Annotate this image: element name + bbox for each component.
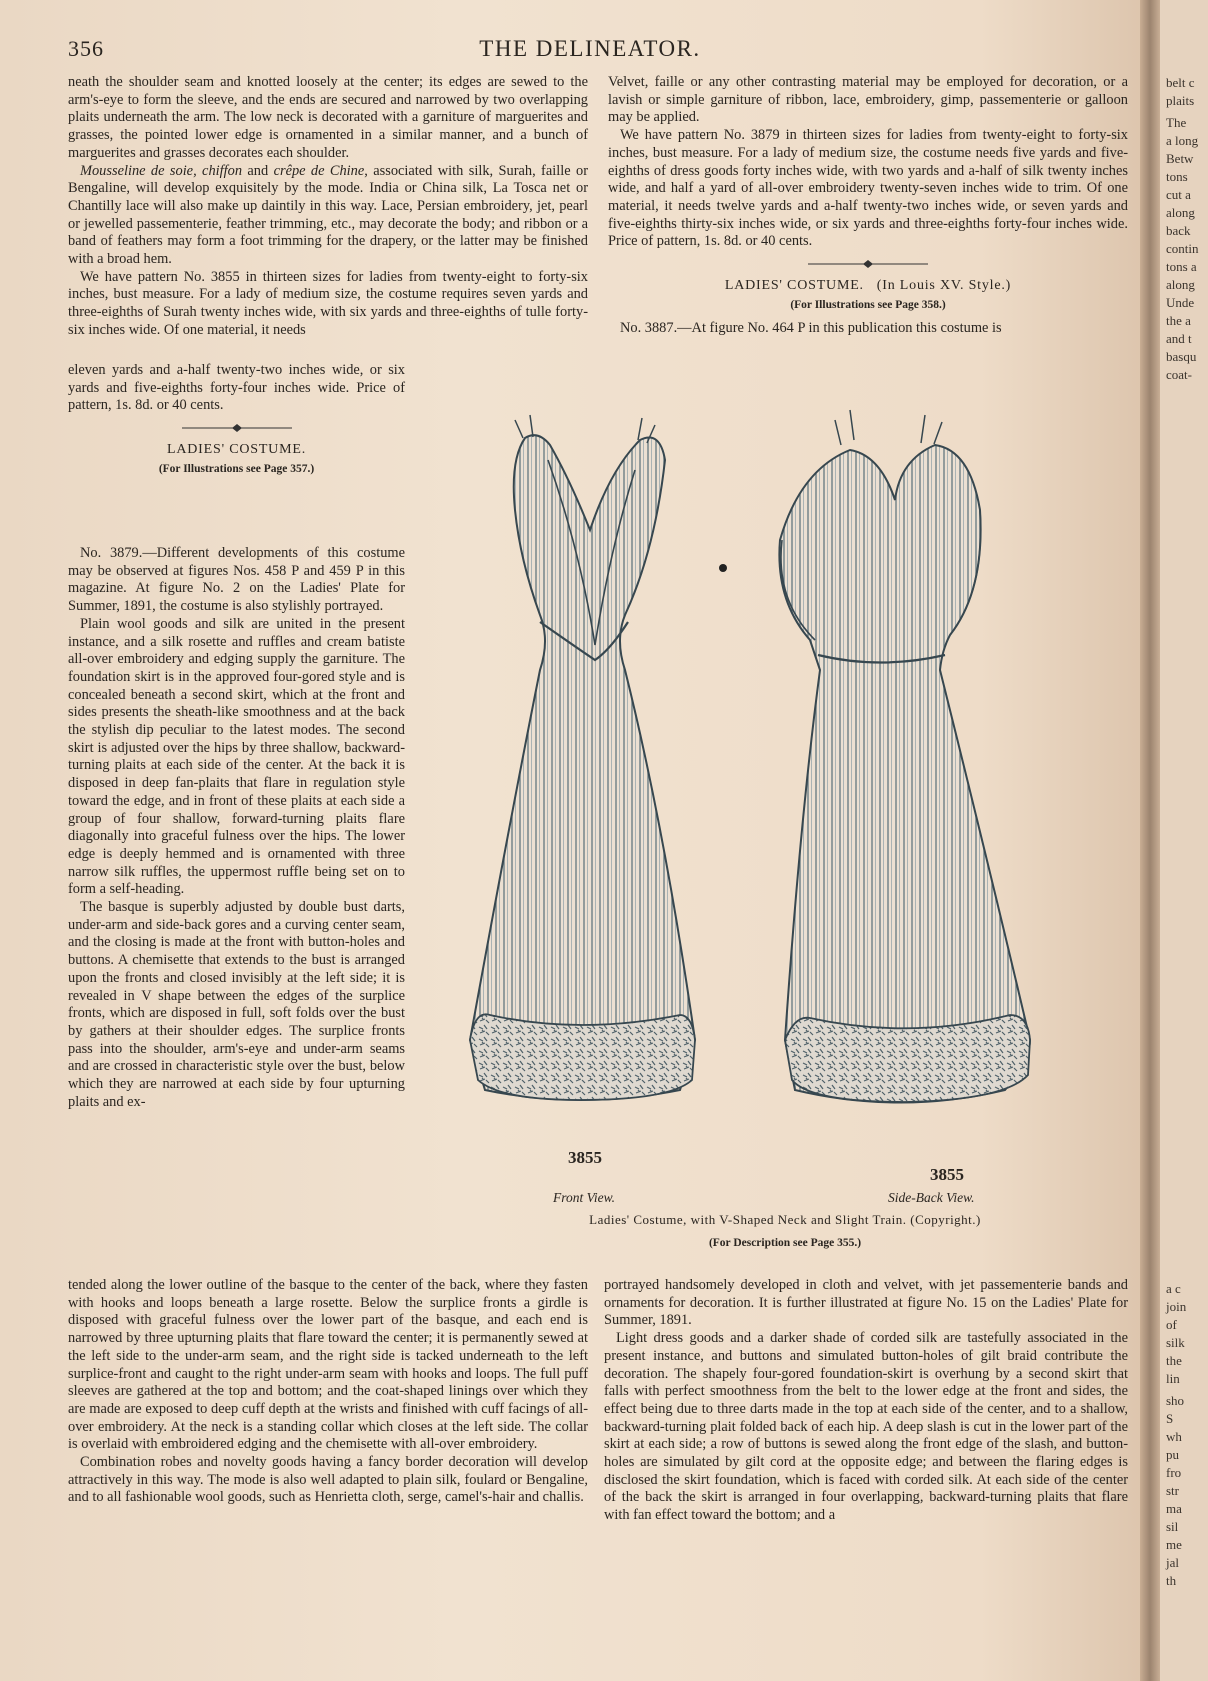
next-page-fragment: the <box>1166 1353 1182 1368</box>
section-heading <box>608 277 1128 295</box>
next-page-fragment: sho <box>1166 1393 1185 1408</box>
next-page-fragment: and t <box>1166 331 1192 346</box>
next-page-fragment: plaits <box>1166 93 1195 108</box>
next-page-fragment: tons a <box>1166 259 1197 274</box>
next-page-fragment: lin <box>1166 1371 1180 1386</box>
next-page-fragment: a c <box>1166 1281 1181 1296</box>
column-left-top <box>68 74 588 340</box>
next-page-fragment: tons <box>1166 169 1188 184</box>
ink-dot <box>719 564 727 572</box>
next-page-fragment: pu <box>1166 1447 1179 1462</box>
next-page-fragment: Betw <box>1166 151 1194 166</box>
divider-ornament <box>182 423 292 433</box>
next-page-fragment: ma <box>1166 1501 1182 1516</box>
italic-text: Mousseline de soie, chiffon <box>80 162 243 179</box>
next-page-edge <box>1160 0 1208 1681</box>
paragraph: portrayed handsomely developed in cloth and velvet, with jet passementerie bands and ornaments for decoration. It is further illustrated at figure No. 15 on the Ladies' Plate for Summer, 1891. <box>604 1277 1128 1329</box>
paragraph: eleven yards and a-half twenty-two inches wide, or six yards and five-eighths forty-four inches wide. Price of pattern, 1s. 8d. or 40 cents. <box>68 362 405 414</box>
figure-caption-sub: (For Description see Page 355.) <box>708 1237 862 1249</box>
page-title: THE DELINEATOR. <box>479 36 701 61</box>
paragraph: We have pattern No. 3879 in thirteen sizes for ladies from twenty-eight to forty-six inches, bust measure. For a lady of medium size, the costume needs five yards and five-eighths of dress goods forty inches wide, with two yards and a-half of silk twenty inches wide, and half a yard of all-over embroidery twenty-seven inches wide to trim. Of one material, it needs twelve yards and a-half twenty-two inches wide, or seven yards and five-eighths thirty-six inches wide, or six yards and three-eighths forty-four inches wide. Price of pattern, 1s. 8d. or 40 cents. <box>608 127 1128 250</box>
divider-ornament <box>808 259 928 269</box>
front-view-dress <box>470 415 695 1100</box>
italic-text: crêpe de Chine <box>273 162 365 179</box>
paragraph: Plain wool goods and silk are united in the present instance, and a silk rosette and ruffles and cream batiste all-over embroidery and edging supply the garniture. The foundation skirt is in the approved four-gored style and is concealed beneath a second skirt, which at the front and sides presents the sheath-like smoothness and at the back the stylish dip peculiar to the latest modes. The second skirt is adjusted over the hips by three shallow, backward-turning plaits at each side of the center. At the back it is disposed in deep fan-plaits that flare in regulation style toward the edge, and in front of these plaits at each side a group of four shallow, forward-turning plaits flare diagonally into graceful fulness over the hips. The lower edge is deeply hemmed and is ornamented with three narrow silk ruffles, the uppermost ruffle being set on to form a self-heading. <box>68 615 405 898</box>
column-left-bottom <box>68 1277 588 1507</box>
paragraph <box>68 163 588 269</box>
next-page-fragment: of <box>1166 1317 1177 1332</box>
dress-engravings <box>430 400 1140 1190</box>
figure-view-back: Side-Back View. <box>888 1190 975 1205</box>
figure-number-back: 3855 <box>930 1165 964 1184</box>
column-left-narrow <box>68 545 405 1112</box>
page-number: 356 <box>68 36 104 61</box>
next-page-fragment: The <box>1166 115 1187 130</box>
paragraph: tended along the lower outline of the basque to the center of the back, where they fasten with hooks and loops beneath a large rosette. Below the surplice fronts a girdle is disposed with graceful fulness over the lower part of the basque, and each end is narrowed by three upturning plaits that flare toward the center; it is permanently sewed at the left side to the under-arm seam, and the right side is tacked underneath to the left surplice-front and caught to the right under-arm seam with hooks and loops. The full puff sleeves are gathered at the top and bottom; and the coat-shaped linings over which they are made are exposed to deep cuff depth at the wrists and finished with cuff facings of all-over embroidery. At the neck is a standing collar which closes at the left side. The collar is overlaid with embroidered edging and the chemisette with all-over embroidery. <box>68 1277 588 1453</box>
next-page-fragment: jal <box>1166 1555 1179 1570</box>
next-page-fragment: basqu <box>1166 349 1197 364</box>
next-page-fragment: the a <box>1166 313 1191 328</box>
section-heading: LADIES' COSTUME. <box>167 442 306 458</box>
next-page-fragment: Unde <box>1166 295 1195 310</box>
next-page-fragment: S <box>1166 1411 1174 1426</box>
dress-illustrations <box>430 400 1140 1190</box>
section-subheading: (For Illustrations see Page 357.) <box>158 462 315 475</box>
next-page-fragment: cut a <box>1166 187 1191 202</box>
side-back-view-dress <box>779 410 1030 1103</box>
next-page-fragment: join <box>1166 1299 1187 1314</box>
next-page-fragment: along <box>1166 277 1195 292</box>
section-subheading: (For Illustrations see Page 358.) <box>790 298 946 311</box>
text: and <box>242 162 274 179</box>
paragraph: Combination robes and novelty goods having a fancy border decoration will develop attractively in this way. The mode is also well adapted to plain silk, foulard or Bengaline, and to all fashionable wool goods, such as Henrietta cloth, serge, camel's-hair and challis. <box>68 1454 588 1506</box>
text: , associated with silk, Surah, faille or Bengaline, will develop exquisitely by the mode. India or China silk, La Tosca net or Chantilly lace will also make up daintily in this way. Lace, Persian embroidery, jet, pearl or jewelled passementerie, feather trimming, etc., may decorate the body; and ribbon or a band of feathers may form a foot trimming for the drapery, or the latter may be finished with a broad hem. <box>68 162 588 268</box>
next-page-fragment: me <box>1166 1537 1182 1552</box>
paragraph: No. 3879.—Different developments of this costume may be observed at figures Nos. 458 P and 459 P in this magazine. At figure No. 2 on the Ladies' Plate for Summer, 1891, the costume is also stylishly portrayed. <box>68 545 405 615</box>
binding-gutter <box>1140 0 1160 1681</box>
figure-number-front: 3855 <box>568 1148 602 1167</box>
next-page-fragment: along <box>1166 205 1195 220</box>
paragraph: Velvet, faille or any other contrasting material may be employed for decoration, or a lavish or simple garniture of ribbon, lace, embroidery, gimp, passementerie or galloon may be applied. <box>608 74 1128 126</box>
next-page-fragment: th <box>1166 1573 1177 1588</box>
next-page-fragment: sil <box>1166 1519 1179 1534</box>
next-page-fragment: a long <box>1166 133 1199 148</box>
column-left-wrap <box>68 362 405 485</box>
next-page-fragment: fro <box>1166 1465 1182 1480</box>
next-page-fragment: coat- <box>1166 367 1192 382</box>
paragraph: We have pattern No. 3855 in thirteen sizes for ladies from twenty-eight to forty-six inches, bust measure. For a lady of medium size, the costume requires seven yards and three-eighths of Surah twenty inches wide, with six yards and three-eighths of tulle forty-six inches wide. Of one material, it needs <box>68 268 588 338</box>
figure-view-front: Front View. <box>553 1190 615 1205</box>
paragraph: Light dress goods and a darker shade of corded silk are tastefully associated in the present instance, and buttons and simulated button-holes of gilt braid contribute the decoration. The shapely four-gored foundation-skirt is overhung by a second skirt that falls with perfect smoothness from the belt to the lower edge at the front and sides, the effect being due to three darts made in the top at each side of the center, and to a shallow, backward-turning plait folded back of each hip. A deep slash is cut in the lower part of the skirt at each side; a row of buttons is sewed along the front edge of the slash, and button-holes are simulated by gilt cord at the opposite edge; and between the flaring edges is disclosed the skirt foundation, which is faced with corded silk. At each side of the center of the back the skirt is arranged in four overlapping, backward-turning plaits that flare with fan effect toward the bottom; and a <box>604 1330 1128 1524</box>
next-page-fragment: str <box>1166 1483 1179 1498</box>
column-right-bottom <box>604 1277 1128 1525</box>
section-title: LADIES' COSTUME. <box>724 278 864 294</box>
next-page-fragment: wh <box>1166 1429 1182 1444</box>
paragraph: neath the shoulder seam and knotted loosely at the center; its edges are sewed to the arm's-eye to form the sleeve, and the ends are secured and narrowed by two overlapping plaits underneath the arm. The low neck is decorated with a garniture of marguerites and grasses, the pointed lower edge is ornamented in a similar manner, and a bunch of marguerites and grasses decorates each shoulder. <box>68 74 588 161</box>
next-page-fragment: belt c <box>1166 75 1195 90</box>
column-right-top <box>608 74 1128 338</box>
next-page-fragment: silk <box>1166 1335 1185 1350</box>
section-style: (In Louis XV. Style.) <box>876 278 1012 294</box>
paragraph: The basque is superbly adjusted by double bust darts, under-arm and side-back gores and a curving center seam, and the closing is made at the front with button-holes and buttons. A chemisette that extends to the bust is arranged upon the fronts and closed invisibly at the left side; it is revealed in V shape between the edges of the surplice fronts, which are disposed in full, soft folds over the bust by gathers at their shoulder edges. The surplice fronts pass into the shoulder, arm's-eye and under-arm seams and are crossed in characteristic style over the bust, below which they are narrowed at each side by four upturning plaits and ex- <box>68 899 405 1110</box>
page-header <box>0 34 1152 64</box>
paragraph: No. 3887.—At figure No. 464 P in this publication this costume is <box>620 320 1002 337</box>
figure-caption: Ladies' Costume, with V-Shaped Neck and Slight Train. (Copyright.) <box>589 1212 981 1227</box>
next-page-fragment: back <box>1166 223 1191 238</box>
next-page-fragment: contin <box>1166 241 1199 256</box>
